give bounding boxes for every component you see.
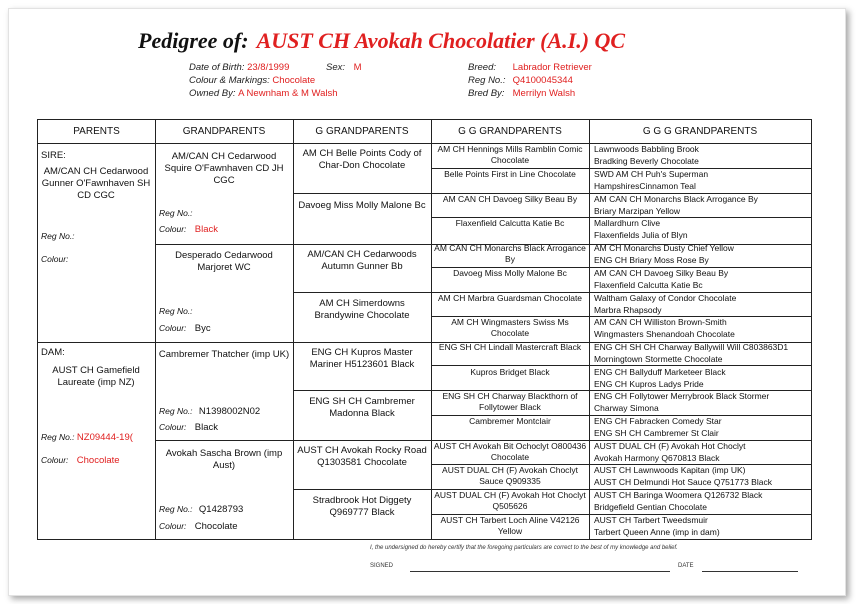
gg-grandparent: AUST CH Avokah Bit Ochoclyt O800436 Chocolate: [433, 441, 587, 462]
grandparent-name: Cambremer Thatcher (imp UK): [158, 349, 290, 360]
header-ggg-grandparents: G G G GRANDPARENTS: [589, 120, 811, 144]
bred-row: [468, 88, 575, 99]
grandparent-colour-label: Colour:: [159, 224, 187, 234]
sire-reg-label: [41, 231, 75, 242]
gg-grandparent: Kupros Bridget Black: [470, 367, 550, 377]
ggg-grandparent: ENG CH SH CH Charway Ballywill Will C803863D1: [594, 342, 789, 352]
gg-grandparent: AM CAN CH Davoeg Silky Beau By: [442, 194, 578, 204]
page-title: [138, 28, 625, 54]
gg-grandparent: Belle Points First in Line Chocolate: [444, 169, 576, 179]
ggg-grandparent: ENG SH CH Cambremer St Clair: [594, 428, 719, 438]
dam-reg-value: NZ09444-19(: [76, 432, 133, 443]
ggg-grandparent: AM CAN CH Williston Brown-Smith: [594, 317, 727, 327]
grandparent-colour-label: Colour:: [159, 521, 187, 531]
grandparent-colour: [159, 422, 218, 433]
ggg-grandparent: AUST CH Baringa Woomera Q126732 Black: [594, 490, 763, 500]
grandparent-colour: [159, 521, 238, 532]
grandparent-reg: [159, 306, 193, 317]
gg-grandparent: ENG SH CH Charway Blackthorn of Follytower Black: [442, 391, 578, 412]
sire-reg-label-text: Reg No.:: [41, 231, 75, 241]
gg-grandparent: Cambremer Montclair: [469, 416, 551, 426]
dam-reg-label: [41, 432, 153, 443]
gg-grandparent: AUST CH Tarbert Loch Aline V42126 Yellow: [440, 515, 580, 536]
colour-row: [189, 75, 315, 86]
grandparent-reg-label: Reg No.:: [159, 208, 193, 218]
ggg-grandparent: AM CAN CH Davoeg Silky Beau By: [594, 268, 729, 278]
dam-label: DAM:: [41, 347, 65, 358]
ggg-grandparent: Marbra Rhapsody: [594, 305, 662, 315]
dam-colour-label-text: Colour:: [41, 455, 69, 465]
reg-value: Q4100045344: [512, 75, 573, 86]
bred-label: Bred By:: [468, 88, 505, 99]
sex-label: Sex:: [326, 62, 346, 73]
dam-colour-value: Chocolate: [76, 455, 120, 466]
gg-grandparent: ENG SH CH Lindall Mastercraft Black: [438, 342, 582, 352]
ggg-grandparent: Flaxenfield Calcutta Katie Bc: [594, 280, 703, 290]
g-grandparent: AM CH Belle Points Cody of Char-Don Chocolate: [302, 148, 422, 171]
ggg-grandparent: ENG CH Ballyduff Marketeer Black: [594, 367, 726, 377]
dob-label: Date of Birth:: [189, 62, 245, 73]
ggg-grandparent: ENG CH Fabracken Comedy Star: [594, 416, 722, 426]
ggg-grandparent: Avokah Harmony Q670813 Black: [594, 453, 720, 463]
header-g-grandparents: G GRANDPARENTS: [293, 120, 431, 144]
dob-row: [189, 62, 289, 73]
certify-text: I, the undersigned do hereby certify that the foregoing particulars are correct to the best of my knowledge and belief.: [370, 545, 678, 551]
grandparent-colour-value: Chocolate: [194, 521, 238, 532]
ggg-grandparent: Bradking Beverly Chocolate: [594, 156, 699, 166]
ggg-grandparent: Bridgefield Gentian Chocolate: [594, 502, 707, 512]
sire-label: SIRE:: [41, 150, 66, 161]
ggg-grandparent: Waltham Galaxy of Condor Chocolate: [594, 293, 737, 303]
grandparent-colour-label: Colour:: [159, 323, 187, 333]
ggg-grandparent: AM CAN CH Monarchs Black Arrogance By: [594, 194, 758, 204]
pedigree-table: [37, 119, 812, 540]
grandparent-reg-label: Reg No.:: [159, 504, 193, 514]
g-grandparent: ENG SH CH Cambremer Madonna Black: [309, 396, 415, 419]
col-divider: [431, 120, 432, 539]
ggg-grandparent: AUST DUAL CH (F) Avokah Hot Choclyt: [594, 441, 746, 451]
grandparent-colour: [159, 224, 218, 235]
sire-name: AM/CAN CH Cedarwood Gunner O'Fawnhaven SH CD CGC: [41, 166, 151, 201]
grandparent-reg-value: N1398002N02: [198, 406, 261, 417]
ggg-grandparent: Lawnwoods Babbling Brook: [594, 144, 699, 154]
header-parents: PARENTS: [38, 120, 155, 144]
bred-value: Merrilyn Walsh: [512, 88, 576, 99]
ggg-grandparent: AM CH Monarchs Dusty Chief Yellow: [594, 243, 734, 253]
ggg-grandparent: AUST CH Lawnwoods Kapitan (imp UK): [594, 465, 746, 475]
ggg-grandparent: Briary Marzipan Yellow: [594, 206, 680, 216]
grandparent-reg-label: Reg No.:: [159, 306, 193, 316]
grandparent-reg-label: Reg No.:: [159, 406, 193, 416]
reg-row: [468, 75, 573, 86]
gg-grandparent: AM CH Marbra Guardsman Chocolate: [437, 293, 583, 303]
date-line[interactable]: [702, 571, 798, 572]
ggg-grandparent: ENG CH Briary Moss Rose By: [594, 255, 709, 265]
sire-colour-label: [41, 254, 68, 265]
g-grandparent: Davoeg Miss Molly Malone Bc: [298, 200, 426, 211]
header-gg-grandparents: G G GRANDPARENTS: [431, 120, 589, 144]
ggg-grandparent: AUST CH Tarbert Tweedsmuir: [594, 515, 708, 525]
dam-reg-label-text: Reg No.:: [41, 432, 75, 442]
gg-grandparent: Flaxenfield Calcutta Katie Bc: [455, 218, 565, 228]
reg-label: Reg No.:: [468, 75, 506, 86]
g-grandparent: AUST CH Avokah Rocky Road Q1303581 Chocolate: [297, 445, 427, 468]
gg-grandparent: AM CAN CH Monarchs Black Arrogance By: [434, 243, 586, 264]
ggg-grandparent: Flaxenfields Julia of Blyn: [594, 230, 688, 240]
col-divider: [293, 120, 294, 539]
ggg-grandparent: HampshiresCinnamon Teal: [594, 181, 696, 191]
grandparent-reg: [159, 406, 260, 417]
grandparent-colour-value: Byc: [194, 323, 211, 334]
gg-grandparent: AM CH Hennings Mills Ramblin Comic Chocolate: [437, 144, 583, 165]
ggg-grandparent: ENG CH Kupros Ladys Pride: [594, 379, 704, 389]
grandparent-colour-value: Black: [194, 224, 219, 235]
breed-value: Labrador Retriever: [512, 62, 592, 73]
ggg-grandparent: Charway Simona: [594, 403, 659, 413]
gg-grandparent: Davoeg Miss Molly Malone Bc: [453, 268, 567, 278]
breed-row: [468, 62, 592, 73]
grandparent-colour: [159, 323, 211, 334]
signed-label: SIGNED: [370, 563, 394, 569]
grandparent-colour-label: Colour:: [159, 422, 187, 432]
owned-value: A Newnham & M Walsh: [238, 88, 338, 99]
grandparent-reg-value: Q1428793: [198, 504, 244, 515]
breed-label: Breed:: [468, 62, 496, 73]
grandparent-reg: [159, 504, 243, 515]
date-label: DATE: [678, 563, 694, 569]
sex-row: [326, 62, 362, 73]
g-grandparent: ENG CH Kupros Master Mariner H5123601 Black: [309, 347, 415, 370]
g-grandparent: AM/CAN CH Cedarwoods Autumn Gunner Bb: [307, 249, 417, 272]
ggg-grandparent: Morningtown Stormette Chocolate: [594, 354, 723, 364]
grandparent-name: Desperado Cedarwood Marjoret WC: [175, 250, 273, 273]
grandparent-name: Avokah Sascha Brown (imp Aust): [165, 448, 283, 471]
ggg-column: [590, 120, 811, 539]
dam-colour-label: [41, 455, 120, 466]
grandparent-name: AM/CAN CH Cedarwood Squire O'Fawnhaven CD JH CGC: [164, 151, 284, 186]
ggg-grandparent: AUST CH Delmundi Hot Sauce Q751773 Black: [594, 477, 772, 487]
dog-name: AUST CH Avokah Chocolatier (A.I.) QC: [256, 28, 626, 53]
signature-line[interactable]: [410, 571, 670, 572]
colour-label: Colour & Markings:: [189, 75, 270, 86]
header-grandparents: GRANDPARENTS: [155, 120, 293, 144]
colour-value: Chocolate: [272, 75, 316, 86]
col-divider: [155, 120, 156, 539]
ggg-grandparent: SWD AM CH Puh's Superman: [594, 169, 709, 179]
grandparent-reg: [159, 208, 193, 219]
g-grandparent: AM CH Simerdowns Brandywine Chocolate: [314, 298, 410, 321]
sire-colour-label-text: Colour:: [41, 254, 69, 264]
ggg-grandparent: Wingmasters Shenandoah Chocolate: [594, 329, 735, 339]
ggg-grandparent: Tarbert Queen Anne (imp in dam): [594, 527, 720, 537]
dam-name: AUST CH Gamefield Laureate (imp NZ): [52, 365, 140, 388]
sex-value: M: [353, 62, 362, 73]
g-grandparent: Stradbrook Hot Diggety Q969777 Black: [312, 495, 412, 518]
owned-row: [189, 88, 338, 99]
grandparent-colour-value: Black: [194, 422, 219, 433]
dob-value: 23/8/1999: [247, 62, 290, 73]
gg-grandparent: AUST DUAL CH (F) Avokah Hot Choclyt Q505626: [434, 490, 586, 511]
ggg-grandparent: ENG CH Follytower Merrybrook Black Stormer: [594, 391, 770, 401]
gg-grandparent: AUST DUAL CH (F) Avokah Choclyt Sauce Q909335: [442, 465, 578, 486]
owned-label: Owned By:: [189, 88, 236, 99]
gg-grandparent: AM CH Wingmasters Swiss Ms Chocolate: [451, 317, 569, 338]
ggg-grandparent: Mallardhurn Clive: [594, 218, 661, 228]
title-prefix: Pedigree of:: [138, 28, 249, 53]
